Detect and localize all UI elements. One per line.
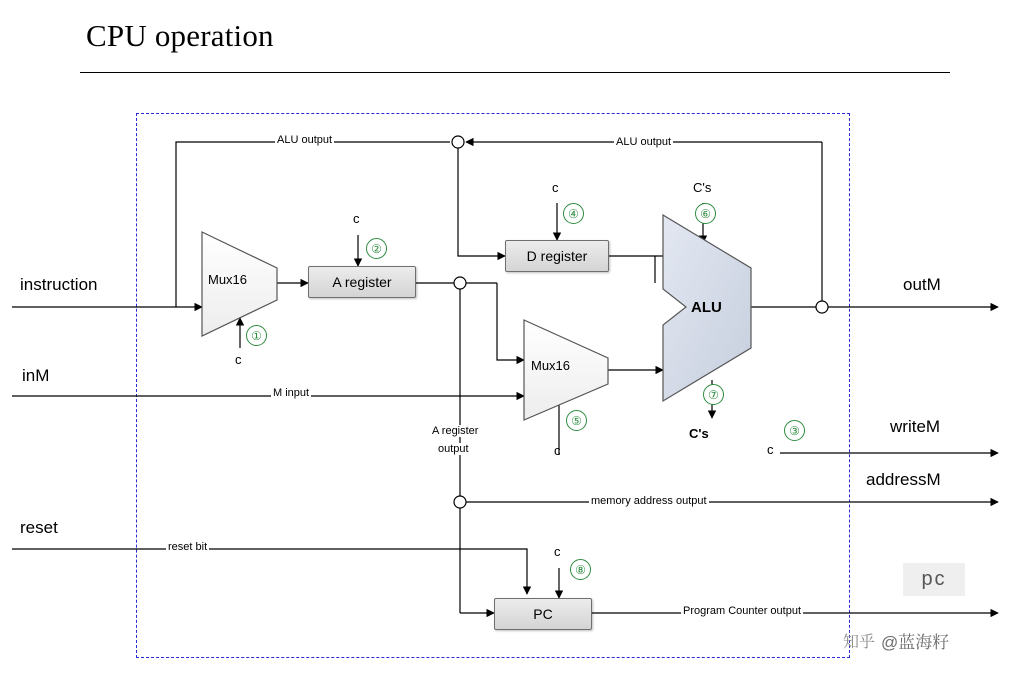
junction-top-bus [452, 136, 464, 148]
d-register-block[interactable] [505, 240, 609, 272]
pc-label: PC [533, 606, 553, 622]
marker-4: ④ [563, 203, 584, 224]
junction-address-out [454, 496, 466, 508]
marker-3: ③ [784, 420, 805, 441]
junction-alu-out [816, 301, 828, 313]
junction-a-register-out [454, 277, 466, 289]
wire-label-alu-output-right: ALU output [616, 136, 672, 148]
alu-label: ALU [691, 299, 722, 316]
control-label-alu-in: C's [693, 180, 712, 195]
credit-username: @蓝海籽 [881, 633, 950, 652]
wire-label-memory-address-output: memory address output [591, 495, 707, 507]
marker-8: ⑧ [570, 559, 591, 580]
zhihu-logo: 知乎 [843, 634, 876, 651]
marker-6: ⑥ [695, 203, 716, 224]
port-label-addressm: addressM [866, 470, 941, 489]
marker-5: ⑤ [566, 410, 587, 431]
mux16-a-label: Mux16 [208, 272, 248, 287]
pc-block[interactable] [494, 598, 592, 630]
credit-watermark [843, 628, 949, 653]
port-label-instruction: instruction [20, 275, 98, 294]
wire-label-m-input: M input [273, 387, 310, 399]
port-label-writem: writeM [890, 417, 941, 436]
port-label-outm: outM [903, 275, 941, 294]
control-label-a-register: c [353, 211, 360, 226]
mux16-b-label: Mux16 [531, 358, 571, 373]
marker-1: ① [246, 325, 267, 346]
marker-2: ② [366, 238, 387, 259]
wire-label-alu-output-left: ALU output [277, 134, 333, 146]
control-label-pc: c [554, 544, 561, 559]
control-label-d-register: c [552, 180, 559, 195]
wire-label-program-counter-output: Program Counter output [683, 605, 802, 617]
wire-label-a-register-output-line1: A register [432, 425, 479, 437]
control-label-alu-out: C's [689, 426, 709, 441]
wire-label-reset-bit: reset bit [168, 541, 208, 553]
port-label-inm: inM [22, 366, 50, 385]
port-label-reset: reset [20, 518, 58, 537]
page-title: CPU operation [86, 18, 274, 53]
a-register-block[interactable] [308, 266, 416, 298]
control-label-writem: c [767, 442, 774, 457]
control-label-mux16-b: c [554, 443, 561, 458]
a-register-label: A register [332, 274, 392, 290]
d-register-label: D register [526, 248, 588, 264]
wire-label-a-register-output-line2: output [438, 443, 469, 455]
control-label-mux16-a: c [235, 352, 242, 367]
pc-watermark: pc [903, 563, 965, 596]
marker-7: ⑦ [703, 384, 724, 405]
